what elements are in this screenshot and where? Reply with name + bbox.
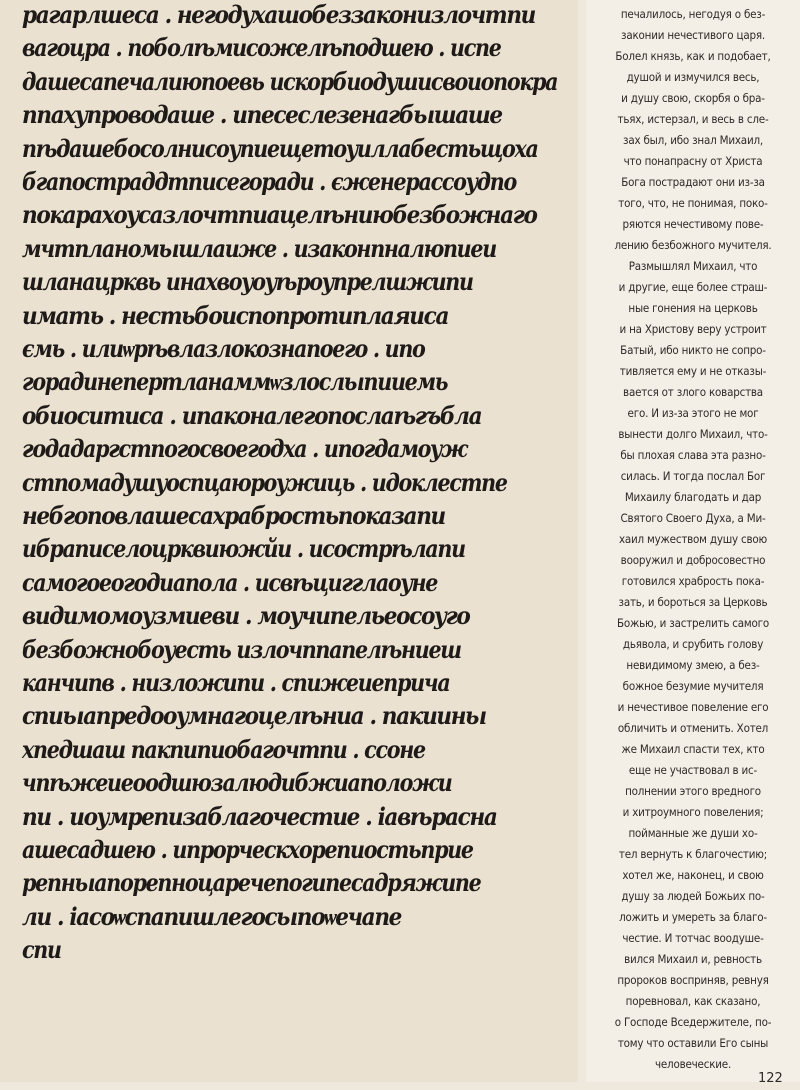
manuscript-line: вагоцра . поболѣмисожелѣподшею . испе: [22, 33, 501, 63]
translation-line: что понапрасну от Христа: [623, 154, 763, 168]
translation-line: готовился храбрость пока-: [621, 574, 765, 588]
translation-line: бы плохая слава эта разно-: [620, 448, 766, 462]
translation-line: Размышлял Михаил, что: [628, 259, 758, 273]
manuscript-line: обиоситиса . ипаконалегопослаѣгъбла: [22, 400, 482, 430]
translation-line: полнении этого вредного: [625, 784, 761, 798]
translation-line: Святого Своего Духа, а Ми-: [620, 511, 766, 525]
manuscript-line: видимомоузмиеви . моучипельеосоуго: [22, 601, 470, 631]
translation-line: невидимому змею, а без-: [626, 658, 760, 672]
translation-line: душой и измучился весь,: [626, 70, 760, 84]
translation-line: Михаилу благодать и дар: [624, 490, 762, 504]
translation-line: пророков восприняв, ревнуя: [617, 973, 769, 987]
manuscript-line: имать . нестьбоиспопротиплаяиса: [22, 300, 449, 330]
manuscript-line: шланацрквь инахвоуоуѣроупрелшжипи: [22, 267, 473, 297]
page-number: 122: [758, 1071, 783, 1086]
manuscript-line: ашесадшею . ипрорческхорепиостьприе: [22, 835, 473, 864]
translation-line: и другие, еще более страш-: [618, 280, 768, 294]
translation-line: зах был, ибо знал Михаил,: [623, 133, 763, 147]
translation-line: душу за людей Божьих по-: [621, 889, 765, 903]
translation-line: печалилось, негодуя о без-: [620, 7, 766, 21]
manuscript-line: канчипв . низложипи . спижеиеприча: [22, 668, 450, 697]
translation-line: еще не участвовал в ис-: [628, 763, 758, 777]
translation-line: божное безумие мучителя: [622, 679, 764, 693]
manuscript-line: пи . иоумрепизаблагочестие . iавѣрасна: [22, 801, 497, 831]
translation-line: тивляется ему и не отказы-: [619, 364, 767, 378]
translation-line: дьявола, и срубить голову: [622, 637, 764, 651]
manuscript-line: репныапорепноцаречепогипесадряжипе: [22, 868, 481, 898]
translation-column: [586, 0, 800, 1086]
translation-line: и хитроумного повеления;: [622, 805, 764, 819]
translation-line: вается от злого коварства: [623, 385, 763, 399]
manuscript-line: ибраписелоцрквиюжйи . исострѣлапи: [22, 534, 465, 564]
translation-line: Бога пострадают они из-за: [621, 175, 765, 189]
translation-line: пойманные же души хо-: [628, 826, 758, 840]
manuscript-line: рагарлшеса . негодухашобеззаконизлочтпи: [22, 0, 536, 29]
manuscript-line: стпомадушуоспцаюроужиць . идоклестпе: [22, 467, 507, 497]
translation-line: вынести долго Михаил, что-: [618, 427, 768, 441]
manuscript-line: бгапостраддтписегоради . єженерассоудпо: [22, 167, 516, 196]
translation-line: обличить и отменить. Хотел: [617, 721, 769, 735]
manuscript-line: дашесапечалиюпоевь искорбиодушисвоиопокра: [22, 66, 558, 96]
manuscript-line: годадаргстпогосвоегодха . ипогдамоуж: [22, 434, 467, 464]
translation-line: тел вернуть к благочестию;: [618, 847, 768, 861]
translation-line: Батый, ибо никто не сопро-: [620, 343, 766, 357]
translation-line: его. И из-за этого не мог: [627, 406, 759, 420]
translation-line: хотел же, наконец, и свою: [622, 868, 764, 882]
translation-line: законии нечестивого царя.: [621, 28, 765, 42]
manuscript-line: ппахупроводаше . ипесеслезенагбышаше: [22, 100, 502, 130]
translation-line: человеческие.: [654, 1057, 732, 1071]
translation-line: вооружил и добросовестно: [620, 553, 766, 567]
translation-line: тьях, истерзал, и весь в сле-: [617, 112, 769, 126]
translation-line: того, что, не понимая, поко-: [618, 196, 768, 210]
manuscript-line: самогоеогодиапола . исвѣцигглаоуне: [22, 567, 438, 597]
translation-line: поревновал, как сказано,: [625, 994, 761, 1008]
translation-line: тому что оставили Его сыны: [617, 1036, 769, 1050]
translation-line: хаил мужеством душу свою: [618, 532, 768, 546]
manuscript-line: спиыапредооумнагоцелѣниа . пакиины: [22, 701, 486, 731]
translation-line: Болел князь, как и подобает,: [615, 49, 771, 63]
manuscript-line: хпедшаш пакпипиобагочтпи . ссоне: [22, 734, 425, 764]
translation-line: же Михаил спасти тех, кто: [621, 742, 765, 756]
manuscript-line: безбожнобоуесть излочппапелѣниеш: [22, 634, 461, 664]
manuscript-line: ємь . илиѡрѣвлазлокознапоего . ипо: [22, 334, 425, 363]
translation-line: и нечестивое повеление его: [617, 700, 769, 714]
translation-line: силась. И тогда послал Бог: [620, 469, 766, 483]
translation-line: ложить и умереть за благо-: [619, 910, 767, 924]
translation-line: зать, и бороться за Церковь: [618, 595, 768, 609]
manuscript-line: небгоповлашесахрабростьпоказапи: [22, 501, 445, 530]
translation-line: ряются нечестивому пове-: [622, 217, 764, 231]
translation-line: вился Михаил и, ревность: [624, 952, 762, 966]
manuscript-line: пѣдашебосолнисоупиещетоуиллабестьщоха: [22, 133, 538, 163]
translation-line: честие. И тотчас воодуше-: [622, 931, 764, 945]
translation-line: Божью, и застрелить самого: [616, 616, 770, 630]
manuscript-line: горадинепертланаммѡзлослыпииемь: [22, 367, 448, 397]
translation-line: и на Христову веру устроит: [619, 322, 767, 336]
manuscript-line: ли . iасоѡспапишлегосыпоѡечапе: [22, 901, 402, 931]
manuscript-line: мчтпланомышлаиже . изаконпналюпиеи: [22, 233, 496, 263]
translation-line: лению безбожного мучителя.: [614, 238, 772, 252]
manuscript-line: покарахоусазлочтпиацелѣниюбезбожнаго: [22, 200, 537, 230]
manuscript-line: спи: [22, 935, 61, 965]
translation-line: и душу свою, скорбя о бра-: [621, 91, 765, 105]
translation-line: ные гонения на церковь: [628, 301, 758, 315]
translation-line: о Господе Вседержителе, по-: [614, 1015, 772, 1029]
manuscript-line: чпѣжеиеоодшюзалюдибжиаположи: [22, 768, 452, 798]
